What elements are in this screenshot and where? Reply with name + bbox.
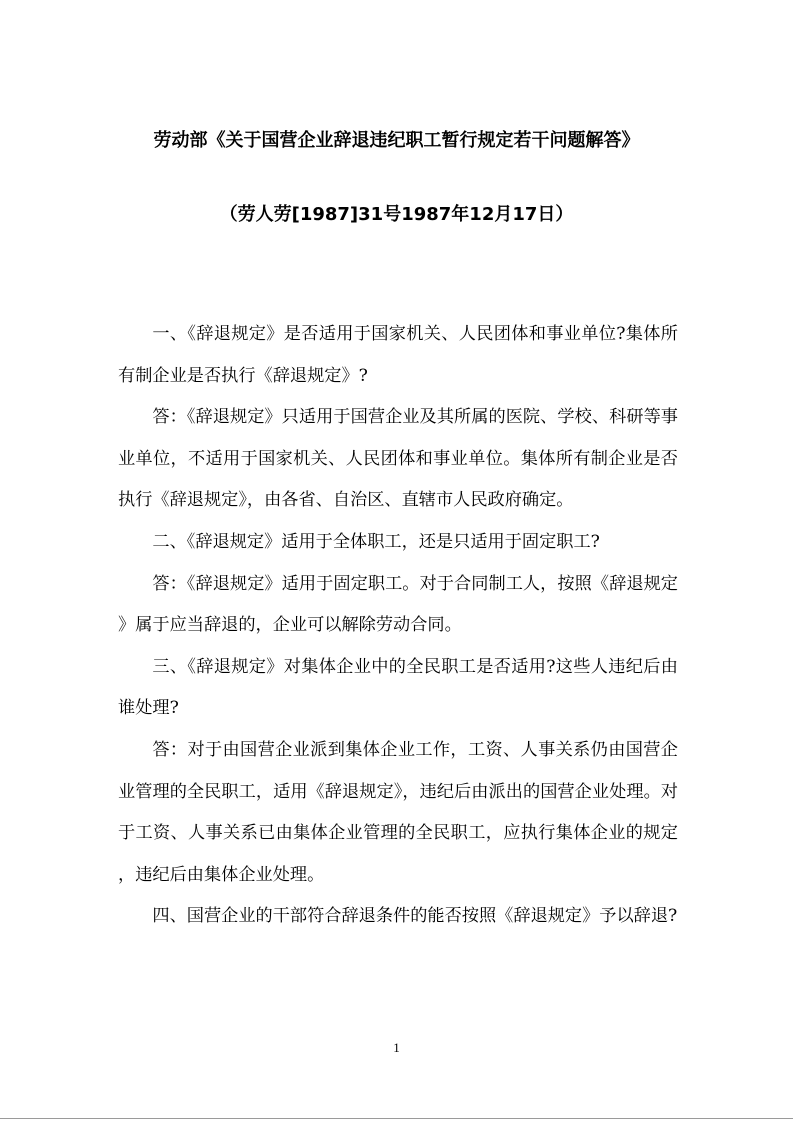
document-body bbox=[118, 314, 678, 938]
document-title: 劳动部《关于国营企业辞退违纪职工暂行规定若干问题解答》 bbox=[153, 130, 640, 151]
question-4: 四、国营企业的干部符合辞退条件的能否按照《辞退规定》予以辞退? bbox=[152, 906, 678, 927]
question-3: 三、《辞退规定》对集体企业中的全民职工是否适用?这些人违纪后由谁处理? bbox=[118, 656, 678, 719]
question-1: 一、《辞退规定》是否适用于国家机关、人民团体和事业单位?集体所有制企业是否执行《辞退规定》? bbox=[118, 324, 678, 386]
question-2: 二、《辞退规定》适用于全体职工，还是只适用于固定职工? bbox=[152, 531, 600, 552]
answer-3: 答：对于由国营企业派到集体企业工作，工资、人事关系仍由国营企业管理的全民职工，适用《辞退规定》，违纪后由派出的国营企业处理。对于工资、人事关系已由集体企业管理的全民职工，应执行集体企业的规定，违纪后由集体企业处理。 bbox=[118, 739, 678, 885]
answer-1: 答：《辞退规定》只适用于国营企业及其所属的医院、学校、科研等事业单位，不适用于国家机关、人民团体和事业单位。集体所有制企业是否执行《辞退规定》，由各省、自治区、直辖市人民政府确定。 bbox=[118, 407, 678, 511]
page-bottom-divider bbox=[0, 1118, 793, 1119]
page-number: 1 bbox=[393, 1040, 400, 1055]
answer-2: 答：《辞退规定》适用于固定职工。对于合同制工人，按照《辞退规定》属于应当辞退的，企业可以解除劳动合同。 bbox=[118, 573, 678, 636]
document-subtitle: （劳人劳[1987]31号1987年12月17日） bbox=[219, 204, 574, 225]
